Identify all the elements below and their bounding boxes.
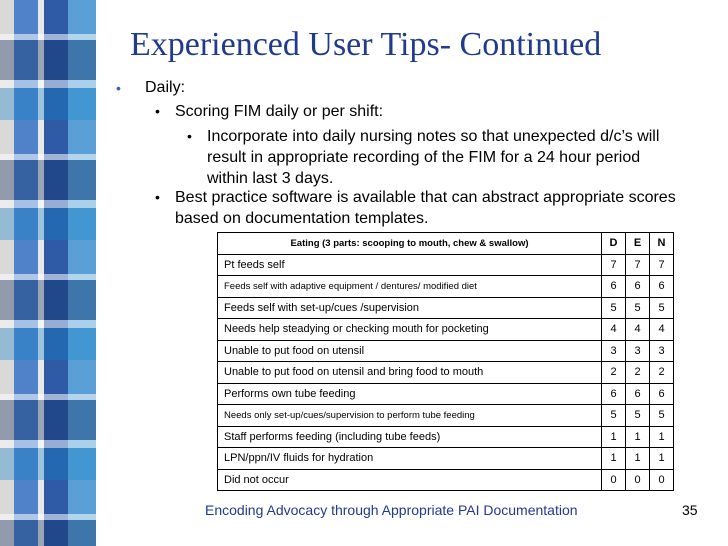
cell-e: 7 [626,254,650,276]
cell-n: 1 [650,426,674,448]
column-header-d: D [602,233,626,255]
cell-e: 6 [626,383,650,405]
bullet-scoring [155,101,384,122]
bullet-daily-text: Daily: [145,79,186,96]
row-label: Staff performs feeding (including tube feeds) [218,426,602,448]
table-row [218,383,674,405]
cell-n: 7 [650,254,674,276]
row-label: Unable to put food on utensil and bring food to mouth [218,362,602,384]
cell-n: 6 [650,383,674,405]
table-row [218,297,674,319]
cell-d: 4 [602,319,626,341]
bullet-icon: • [155,189,160,205]
column-header-e: E [626,233,650,255]
cell-e: 1 [626,426,650,448]
row-label: Performs own tube feeding [218,383,602,405]
cell-e: 3 [626,340,650,362]
row-label: Feeds self with adaptive equipment / dentures/ modified diet [218,276,602,298]
slide-footer: Encoding Advocacy through Appropriate PAI Documentation [205,502,578,518]
cell-e: 1 [626,448,650,470]
cell-n: 2 [650,362,674,384]
slide-title: Experienced User Tips- Continued [130,26,602,63]
cell-e: 5 [626,405,650,427]
table-row [218,254,674,276]
cell-n: 4 [650,319,674,341]
cell-e: 2 [626,362,650,384]
cell-n: 0 [650,469,674,491]
page-number: 35 [682,502,698,518]
cell-e: 5 [626,297,650,319]
cell-n: 6 [650,276,674,298]
cell-d: 5 [602,297,626,319]
cell-n: 1 [650,448,674,470]
bullet-incorporate-text: Incorporate into daily nursing notes so that unexpected d/c’s will result in appropriate recording of the FIM for a 24 hour period within last 3 days. [207,128,660,187]
cell-n: 3 [650,340,674,362]
row-label: Needs only set-up/cues/supervision to perform tube feeding [218,405,602,427]
cell-n: 5 [650,405,674,427]
cell-d: 2 [602,362,626,384]
cell-d: 5 [602,405,626,427]
cell-e: 4 [626,319,650,341]
table-row [218,362,674,384]
bullet-icon: • [155,103,160,119]
cell-d: 3 [602,340,626,362]
table-row [218,319,674,341]
bullet-scoring-text: Scoring FIM daily or per shift: [175,103,384,120]
table-row [218,469,674,491]
table-row [218,426,674,448]
row-label: Unable to put food on utensil [218,340,602,362]
table-row [218,448,674,470]
bullet-icon: • [116,80,121,96]
cell-d: 1 [602,448,626,470]
cell-e: 0 [626,469,650,491]
cell-d: 7 [602,254,626,276]
table-header-row [218,233,674,255]
cell-n: 5 [650,297,674,319]
row-label: LPN/ppn/IV fluids for hydration [218,448,602,470]
bullet-incorporate [187,126,677,189]
table-row [218,405,674,427]
row-label: Pt feeds self [218,254,602,276]
table-header: Eating (3 parts: scooping to mouth, chew & swallow) [218,233,602,255]
bullet-software-text: Best practice software is available that can abstract appropriate scores based on documentation templates. [175,189,676,227]
bullet-software [155,187,695,229]
cell-d: 0 [602,469,626,491]
cell-e: 6 [626,276,650,298]
table-row [218,340,674,362]
table-row [218,276,674,298]
column-header-n: N [650,233,674,255]
fim-eating-table [217,232,674,491]
decorative-stripe-sidebar [0,0,96,546]
bullet-icon: • [187,128,192,144]
cell-d: 1 [602,426,626,448]
row-label: Did not occur [218,469,602,491]
cell-d: 6 [602,276,626,298]
row-label: Feeds self with set-up/cues /supervision [218,297,602,319]
cell-d: 6 [602,383,626,405]
row-label: Needs help steadying or checking mouth for pocketing [218,319,602,341]
